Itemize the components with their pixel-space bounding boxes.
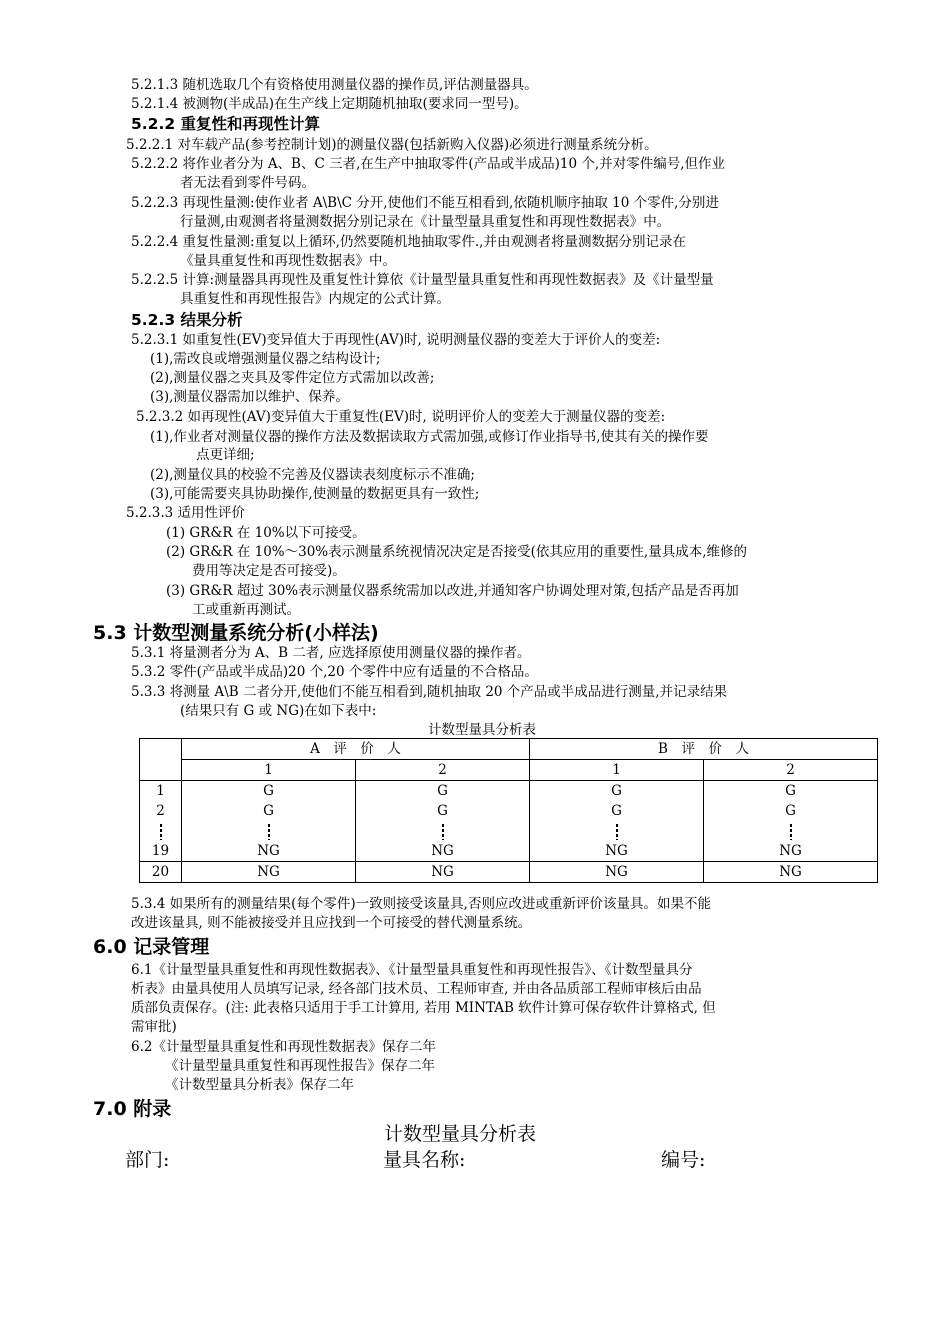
result-cell: G <box>182 781 356 802</box>
para-5-2-2-5: 5.2.2.5 计算:测量器具再现性及重复性计算依《计量型量具重复性和再现性数据表》及《计量型量 <box>131 272 714 288</box>
group-b-header: B 评 价 人 <box>530 739 878 760</box>
list-item-cont: 点更详细; <box>196 447 255 463</box>
attribute-gauge-table <box>139 738 878 883</box>
list-item: (2) GR&R 在 10%～30%表示测量系统视情况决定是否接受(依其应用的重要性,量具成本,维修的 <box>166 544 747 560</box>
para-5-2-3-1: 5.2.3.1 如重复性(EV)变异值大于再现性(AV)时, 说明测量仪器的变差大于评价人的变差: <box>131 332 661 348</box>
para-5-3-4-cont: 改进该量具, 则不能被接受并且应找到一个可接受的替代测量系统。 <box>131 915 532 931</box>
table-header-row <box>140 739 878 760</box>
para-5-2-3-2: 5.2.3.2 如再现性(AV)变异值大于重复性(EV)时, 说明评价人的变差大于测量仪器的变差: <box>136 409 666 425</box>
appendix-title: 计数型量具分析表 <box>384 1123 537 1145</box>
heading-5-2-2: 5.2.2 重复性和再现性计算 <box>131 115 321 133</box>
para-5-3-1: 5.3.1 将量测者分为 A、B 二者, 应选择原使用测量仪器的操作者。 <box>131 645 531 661</box>
para-6-1: 6.1《计量型量具重复性和再现性数据表》、《计量型量具重复性和再现性报告》、《计数型量具分 <box>131 962 693 978</box>
result-cell: NG <box>182 841 356 862</box>
list-item: (1) GR&R 在 10%以下可接受。 <box>166 525 366 541</box>
table-row-ellipsis <box>140 821 878 841</box>
para-6-1-cont: 质部负责保存。(注: 此表格只适用于手工计算用, 若用 MINTAB 软件计算可保存软件计算格式, 但 <box>131 1000 716 1016</box>
para-5-2-2-3: 5.2.2.3 再现性量测:使作业者 A\B\C 分开,使他们不能互相看到,依随机顺序抽取 10 个零件,分别进 <box>131 195 719 211</box>
list-item: (1),作业者对测量仪器的操作方法及数据读取方式需加强,或修订作业指导书,使其有关的操作要 <box>150 429 709 445</box>
vertical-ellipsis-icon <box>530 821 704 841</box>
list-item: (1),需改良或增强测量仪器之结构设计; <box>150 351 381 367</box>
result-cell: NG <box>356 862 530 883</box>
result-cell: NG <box>182 862 356 883</box>
heading-6: 6.0 记录管理 <box>93 936 210 958</box>
trial-header: 2 <box>704 760 878 781</box>
heading-7: 7.0 附录 <box>93 1098 172 1120</box>
para-5-2-2-2-cont: 者无法看到零件号码。 <box>180 175 315 191</box>
result-cell: NG <box>704 841 878 862</box>
vertical-ellipsis-icon <box>356 821 530 841</box>
para-6-2: 6.2《计量型量具重复性和再现性数据表》保存二年 <box>131 1039 436 1055</box>
para-5-3-3-cont: (结果只有 G 或 NG)在如下表中: <box>180 703 377 719</box>
para-6-1-cont: 析表》由量具使用人员填写记录, 经各部门技术员、工程师审查, 并由各品质部工程师审核后由品 <box>131 981 702 997</box>
table-row <box>140 801 878 821</box>
vertical-ellipsis-icon <box>704 821 878 841</box>
para-5-3-3: 5.3.3 将测量 A\B 二者分开,使他们不能互相看到,随机抽取 20 个产品或半成品进行测量,并记录结果 <box>131 684 728 700</box>
list-item: (2),测量仪具的校验不完善及仪器读表刻度标示不准确; <box>150 467 475 483</box>
para-5-3-4: 5.3.4 如果所有的测量结果(每个零件)一致则接受该量具,否则应改进或重新评价该量具。如果不能 <box>131 896 711 912</box>
result-cell: NG <box>704 862 878 883</box>
list-item: (3),可能需要夹具协助操作,使测量的数据更具有一致性; <box>150 486 480 502</box>
code-label: 编号: <box>661 1149 706 1171</box>
vertical-ellipsis-icon <box>140 821 182 841</box>
list-item: (2),测量仪器之夹具及零件定位方式需加以改善; <box>150 370 435 386</box>
list-item-cont: 费用等决定是否可接受)。 <box>192 563 346 579</box>
list-item: (3),测量仪器需加以维护、保养。 <box>150 389 349 405</box>
trial-header-row <box>140 760 878 781</box>
table-caption: 计数型量具分析表 <box>428 722 536 738</box>
para-5-2-2-4: 5.2.2.4 重复性量测:重复以上循环,仍然要随机地抽取零件.,并由观测者将量测数据分别记录在 <box>131 234 686 250</box>
para-6-2-cont: 《计量型量具重复性和再现性报告》保存二年 <box>165 1058 435 1074</box>
group-a-header: A 评 价 人 <box>182 739 530 760</box>
result-cell: NG <box>530 841 704 862</box>
para-5-2-2-1: 5.2.2.1 对车载产品(参考控制计划)的测量仪器(包括新购入仪器)必须进行测量系统分析。 <box>126 137 658 153</box>
trial-header: 2 <box>356 760 530 781</box>
para-5-2-1-3: 5.2.1.3 随机选取几个有资格使用测量仪器的操作员,评估测量器具。 <box>131 77 538 93</box>
para-5-2-3-3: 5.2.3.3 适用性评价 <box>126 505 246 521</box>
para-5-2-2-3-cont: 行量测,由观测者将量测数据分别记录在《计量型量具重复性和再现性数据表》中。 <box>180 214 671 230</box>
trial-header: 1 <box>182 760 356 781</box>
trial-header: 1 <box>530 760 704 781</box>
gauge-name-label: 量具名称: <box>383 1149 466 1171</box>
heading-5-2-3: 5.2.3 结果分析 <box>131 311 243 329</box>
part-number: 20 <box>140 862 182 883</box>
para-6-2-cont: 《计数型量具分析表》保存二年 <box>165 1077 354 1093</box>
result-cell: G <box>182 801 356 821</box>
para-5-3-2: 5.3.2 零件(产品或半成品)20 个,20 个零件中应有适量的不合格品。 <box>131 664 538 680</box>
para-5-2-1-4: 5.2.1.4 被测物(半成品)在生产线上定期随机抽取(要求同一型号)。 <box>131 96 528 112</box>
para-5-2-2-5-cont: 具重复性和再现性报告》内规定的公式计算。 <box>180 291 450 307</box>
result-cell: G <box>356 801 530 821</box>
para-5-2-2-2: 5.2.2.2 将作业者分为 A、B、C 三者,在生产中抽取零件(产品或半成品)10 个,并对零件编号,但作业 <box>131 156 725 172</box>
list-item-cont: 工或重新再测试。 <box>192 602 300 618</box>
list-item: (3) GR&R 超过 30%表示测量仪器系统需加以改进,并通知客户协调处理对策,包括产品是否再加 <box>166 583 739 599</box>
result-cell: G <box>356 781 530 802</box>
result-cell: G <box>704 801 878 821</box>
result-cell: NG <box>530 862 704 883</box>
part-number: 1 <box>140 781 182 802</box>
para-6-1-cont: 需审批) <box>131 1019 177 1035</box>
heading-5-3: 5.3 计数型测量系统分析(小样法) <box>93 622 379 644</box>
result-cell: G <box>530 781 704 802</box>
part-number: 2 <box>140 801 182 821</box>
table-row <box>140 841 878 862</box>
result-cell: G <box>704 781 878 802</box>
result-cell: NG <box>356 841 530 862</box>
para-5-2-2-4-cont: 《量具重复性和再现性数据表》中。 <box>180 253 396 269</box>
table-row <box>140 862 878 883</box>
vertical-ellipsis-icon <box>182 821 356 841</box>
corner-cell <box>140 739 182 781</box>
table-row <box>140 781 878 802</box>
part-number: 19 <box>140 841 182 862</box>
result-cell: G <box>530 801 704 821</box>
dept-label: 部门: <box>125 1149 170 1171</box>
